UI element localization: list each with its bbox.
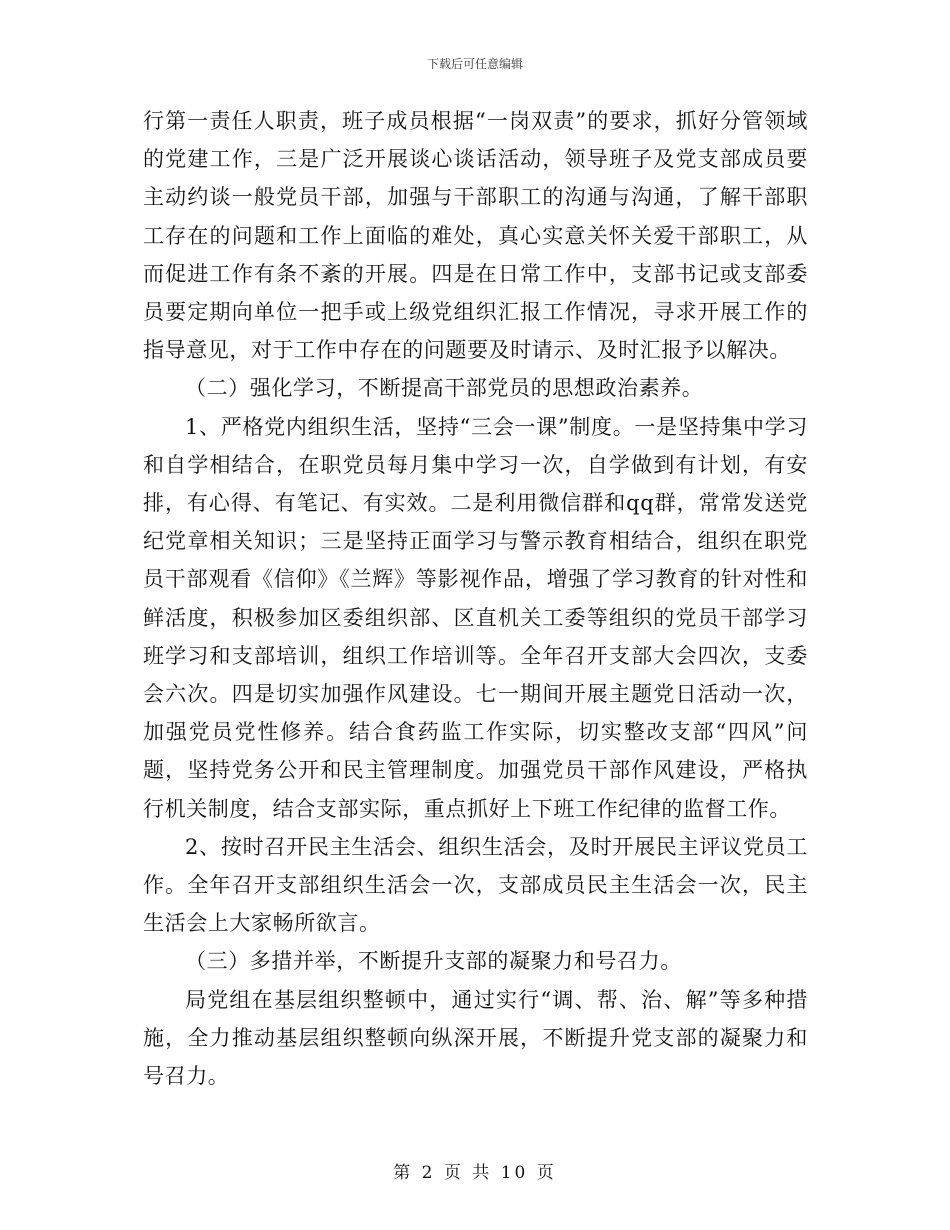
paragraph-continued: 行第一责任人职责，班子成员根据“一岗双责”的要求，抓好分管领域的党建工作，三是广泛开展谈心谈话活动，领导班子及党支部成员要主动约谈一般党员干部，加强与干部职工的沟通与沟通，了解干部职工存在的问题和工作上面临的难处，真心实意关怀关爱干部职工，从而促进工作有条不紊的开展。四是在日常工作中，支部书记或支部委员要定期向单位一把手或上级党组织汇报工作情况，寻求开展工作的指导意见，对于工作中存在的问题要及时请示、及时汇报予以解决。 [143, 109, 808, 363]
paragraph-section-3-body: 局党组在基层组织整顿中，通过实行“调、帮、治、解”等多种措施，全力推动基层组织整顿向纵深开展，不断提升党支部的凝聚力和号召力。 [143, 987, 808, 1089]
page-header-note: 下载后可任意编辑 [426, 57, 523, 71]
document-body [143, 102, 808, 1095]
paragraph-item-2: 2、按时召开民主生活会、组织生活会，及时开展民主评议党员工作。全年召开支部组织生活会一次，支部成员民主生活会一次，民主生活会上大家畅所欲言。 [143, 834, 808, 936]
section-heading-2: （二）强化学习，不断提高干部党员的思想政治素养。 [185, 376, 704, 401]
section-heading-3: （三）多措并举，不断提升支部的凝聚力和号召力。 [185, 949, 682, 974]
paragraph-item-1: 1、严格党内组织生活，坚持“三会一课”制度。一是坚持集中学习和自学相结合，在职党员每月集中学习一次，自学做到有计划，有安排，有心得、有笔记、有实效。二是利用微信群和qq群，常常发送党纪党章相关知识；三是坚持正面学习与警示教育相结合，组织在职党员干部观看《信仰》《兰辉》等影视作品，增强了学习教育的针对性和鲜活度，积极参加区委组织部、区直机关工委等组织的党员干部学习班学习和支部培训，组织工作培训等。全年召开支部大会四次，支委会六次。四是切实加强作风建设。七一期间开展主题党日活动一次，加强党员党性修养。结合食药监工作实际，切实整改支部“四风”问题，坚持党务公开和民主管理制度。加强党员干部作风建设，严格执行机关制度，结合支部实际，重点抓好上下班工作纪律的监督工作。 [143, 414, 808, 821]
page-number: 第 2 页 共 10 页 [393, 1163, 557, 1183]
